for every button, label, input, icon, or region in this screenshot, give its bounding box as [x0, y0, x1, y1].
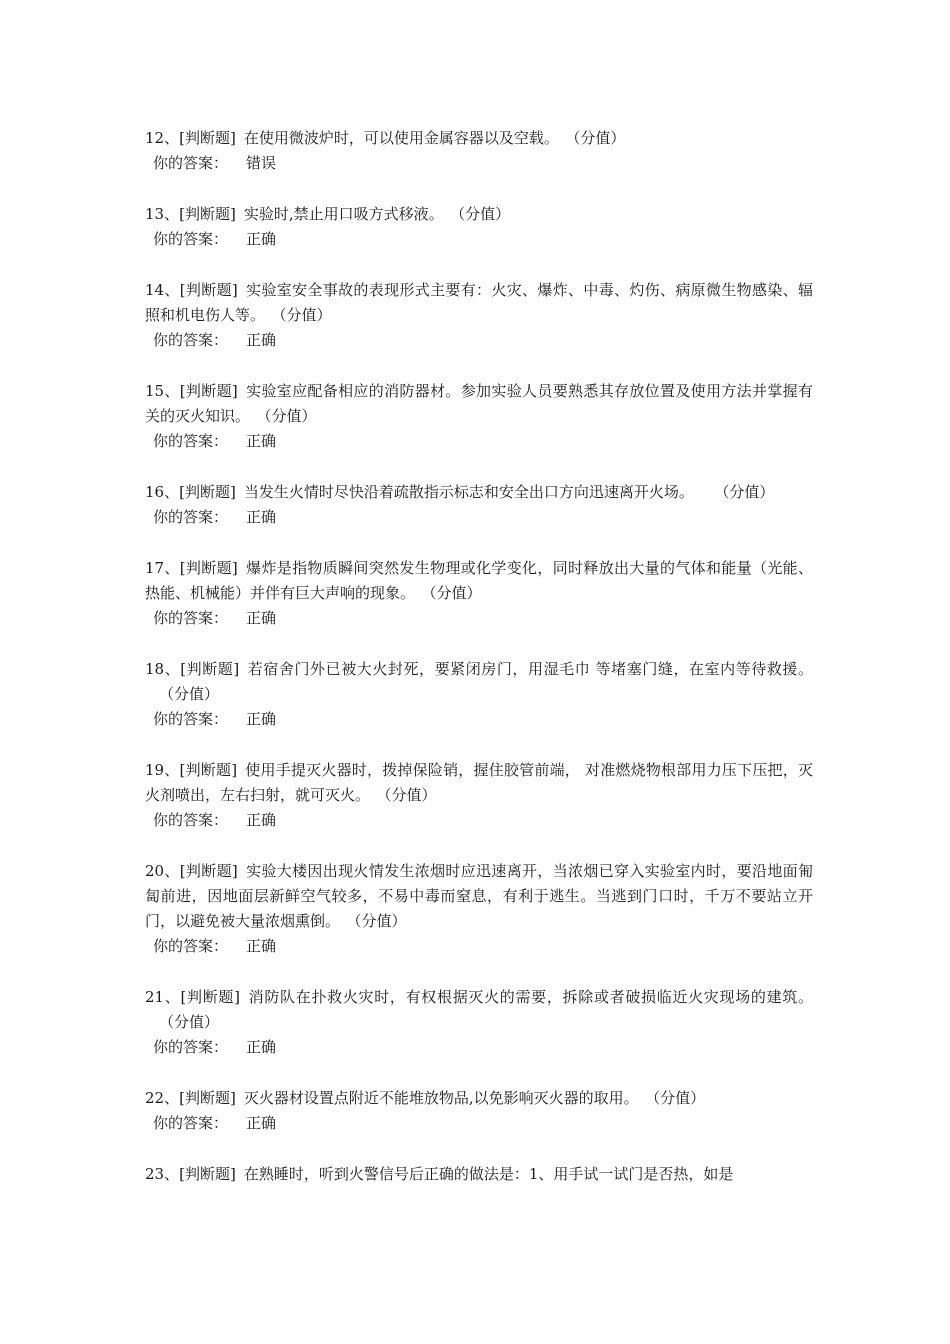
question-type: [判断题]	[179, 559, 238, 577]
answer-line	[145, 606, 813, 631]
answer-value: 错误	[246, 154, 277, 172]
question-17	[145, 556, 813, 631]
answer-value: 正确	[246, 1114, 277, 1132]
answer-label: 你的答案：	[153, 937, 229, 955]
question-body: 爆炸是指物质瞬间突然发生物理或化学变化，同时释放出大量的气体和能量（光能、热能、机械能）并伴有巨大声响的现象。	[145, 559, 813, 602]
question-score: （分值）	[354, 912, 407, 930]
question-15	[145, 379, 813, 454]
question-number: 19、	[145, 761, 180, 779]
question-text	[145, 1162, 813, 1187]
answer-line	[145, 429, 813, 454]
question-text	[145, 126, 813, 151]
question-type: [判断题]	[180, 660, 240, 678]
answer-label: 你的答案：	[153, 331, 229, 349]
document-page	[145, 126, 813, 1213]
question-text	[145, 1086, 813, 1111]
question-number: 21、	[145, 988, 181, 1006]
question-number: 18、	[145, 660, 181, 678]
question-body: 实验大楼因出现火情发生浓烟时应迅速离开，当浓烟已穿入实验室内时，要沿地面匍匐前进，因地面层新鲜空气较多，不易中毒而窒息，有利于逃生。当逃到门口时，千万不要站立开门，以避免被大量浓烟熏倒。	[145, 862, 813, 930]
question-22	[145, 1086, 813, 1136]
answer-label: 你的答案：	[153, 1114, 229, 1132]
question-23	[145, 1162, 813, 1187]
question-score: （分值）	[159, 1013, 220, 1031]
question-type: [判断题]	[179, 1165, 236, 1183]
answer-line	[145, 707, 813, 732]
answer-value: 正确	[246, 1038, 277, 1056]
question-body: 在使用微波炉时，可以使用金属容器以及空载。	[243, 129, 559, 147]
answer-value: 正确	[246, 230, 277, 248]
question-score: （分值）	[159, 685, 220, 703]
answer-line	[145, 227, 813, 252]
question-number: 23、	[145, 1165, 180, 1183]
question-body: 在熟睡时，听到火警信号后正确的做法是：1、用手试一试门是否热，如是	[243, 1165, 734, 1183]
question-text	[145, 657, 813, 707]
answer-label: 你的答案：	[153, 811, 229, 829]
answer-line	[145, 328, 813, 353]
question-body: 若宿舍门外已被大火封死，要紧闭房门，用湿毛巾 等堵塞门缝，在室内等待救援。	[247, 660, 813, 678]
question-text	[145, 379, 813, 429]
question-text	[145, 859, 813, 934]
answer-value: 正确	[246, 811, 277, 829]
question-score: （分值）	[572, 129, 626, 147]
answer-value: 正确	[246, 609, 277, 627]
question-number: 17、	[145, 559, 180, 577]
question-number: 14、	[145, 281, 180, 299]
answer-value: 正确	[246, 508, 277, 526]
answer-value: 正确	[246, 710, 277, 728]
question-number: 13、	[145, 205, 180, 223]
question-body: 使用手提灭火器时，拨掉保险销，握住胶管前端， 对准燃烧物根部用力压下压把，灭火剂喷出，左右扫射，就可灭火。	[145, 761, 813, 804]
question-body: 实验室安全事故的表现形式主要有：火灾、爆炸、中毒、灼伤、病原微生物感染、辐照和机电伤人等。	[145, 281, 813, 324]
question-score: （分值）	[264, 407, 317, 425]
question-21	[145, 985, 813, 1060]
answer-value: 正确	[246, 432, 277, 450]
question-type: [判断题]	[180, 988, 240, 1006]
answer-line	[145, 151, 813, 176]
answer-value: 正确	[246, 937, 277, 955]
question-type: [判断题]	[179, 761, 238, 779]
answer-label: 你的答案：	[153, 230, 229, 248]
question-type: [判断题]	[179, 862, 238, 880]
question-body: 当发生火情时尽快沿着疏散指示标志和安全出口方向迅速离开火场。	[243, 483, 694, 501]
question-16	[145, 480, 813, 530]
question-text	[145, 480, 813, 505]
answer-line	[145, 505, 813, 530]
question-score: （分值）	[652, 1089, 706, 1107]
question-14	[145, 278, 813, 353]
question-body: 实验室应配备相应的消防器材。参加实验人员要熟悉其存放位置及使用方法并掌握有关的灭火知识。	[145, 382, 813, 425]
answer-label: 你的答案：	[153, 432, 229, 450]
answer-label: 你的答案：	[153, 710, 229, 728]
question-type: [判断题]	[179, 205, 236, 223]
question-text	[145, 556, 813, 606]
answer-line	[145, 934, 813, 959]
question-12	[145, 126, 813, 176]
question-number: 20、	[145, 862, 180, 880]
answer-line	[145, 1035, 813, 1060]
question-text	[145, 278, 813, 328]
question-19	[145, 758, 813, 833]
answer-label: 你的答案：	[153, 154, 229, 172]
question-number: 22、	[145, 1089, 180, 1107]
question-body: 灭火器材设置点附近不能堆放物品,以免影响灭火器的取用。	[243, 1089, 639, 1107]
question-type: [判断题]	[179, 382, 238, 400]
question-text	[145, 202, 813, 227]
question-type: [判断题]	[179, 129, 236, 147]
question-score: （分值）	[429, 584, 482, 602]
question-number: 15、	[145, 382, 180, 400]
question-13	[145, 202, 813, 252]
question-number: 12、	[145, 129, 180, 147]
question-text	[145, 758, 813, 808]
question-body: 消防队在扑救火灾时，有权根据灭火的需要，拆除或者破损临近火灾现场的建筑。	[247, 988, 813, 1006]
question-type: [判断题]	[179, 281, 238, 299]
question-score: （分值）	[721, 483, 775, 501]
question-text	[145, 985, 813, 1035]
answer-line	[145, 808, 813, 833]
question-score: （分值）	[279, 306, 332, 324]
question-score: （分值）	[457, 205, 511, 223]
question-18	[145, 657, 813, 732]
question-number: 16、	[145, 483, 180, 501]
answer-label: 你的答案：	[153, 508, 229, 526]
answer-line	[145, 1111, 813, 1136]
question-body: 实验时,禁止用口吸方式移液。	[243, 205, 444, 223]
answer-label: 你的答案：	[153, 1038, 229, 1056]
question-20	[145, 859, 813, 959]
question-type: [判断题]	[179, 483, 236, 501]
answer-label: 你的答案：	[153, 609, 229, 627]
question-type: [判断题]	[179, 1089, 236, 1107]
answer-value: 正确	[246, 331, 277, 349]
question-score: （分值）	[384, 786, 437, 804]
